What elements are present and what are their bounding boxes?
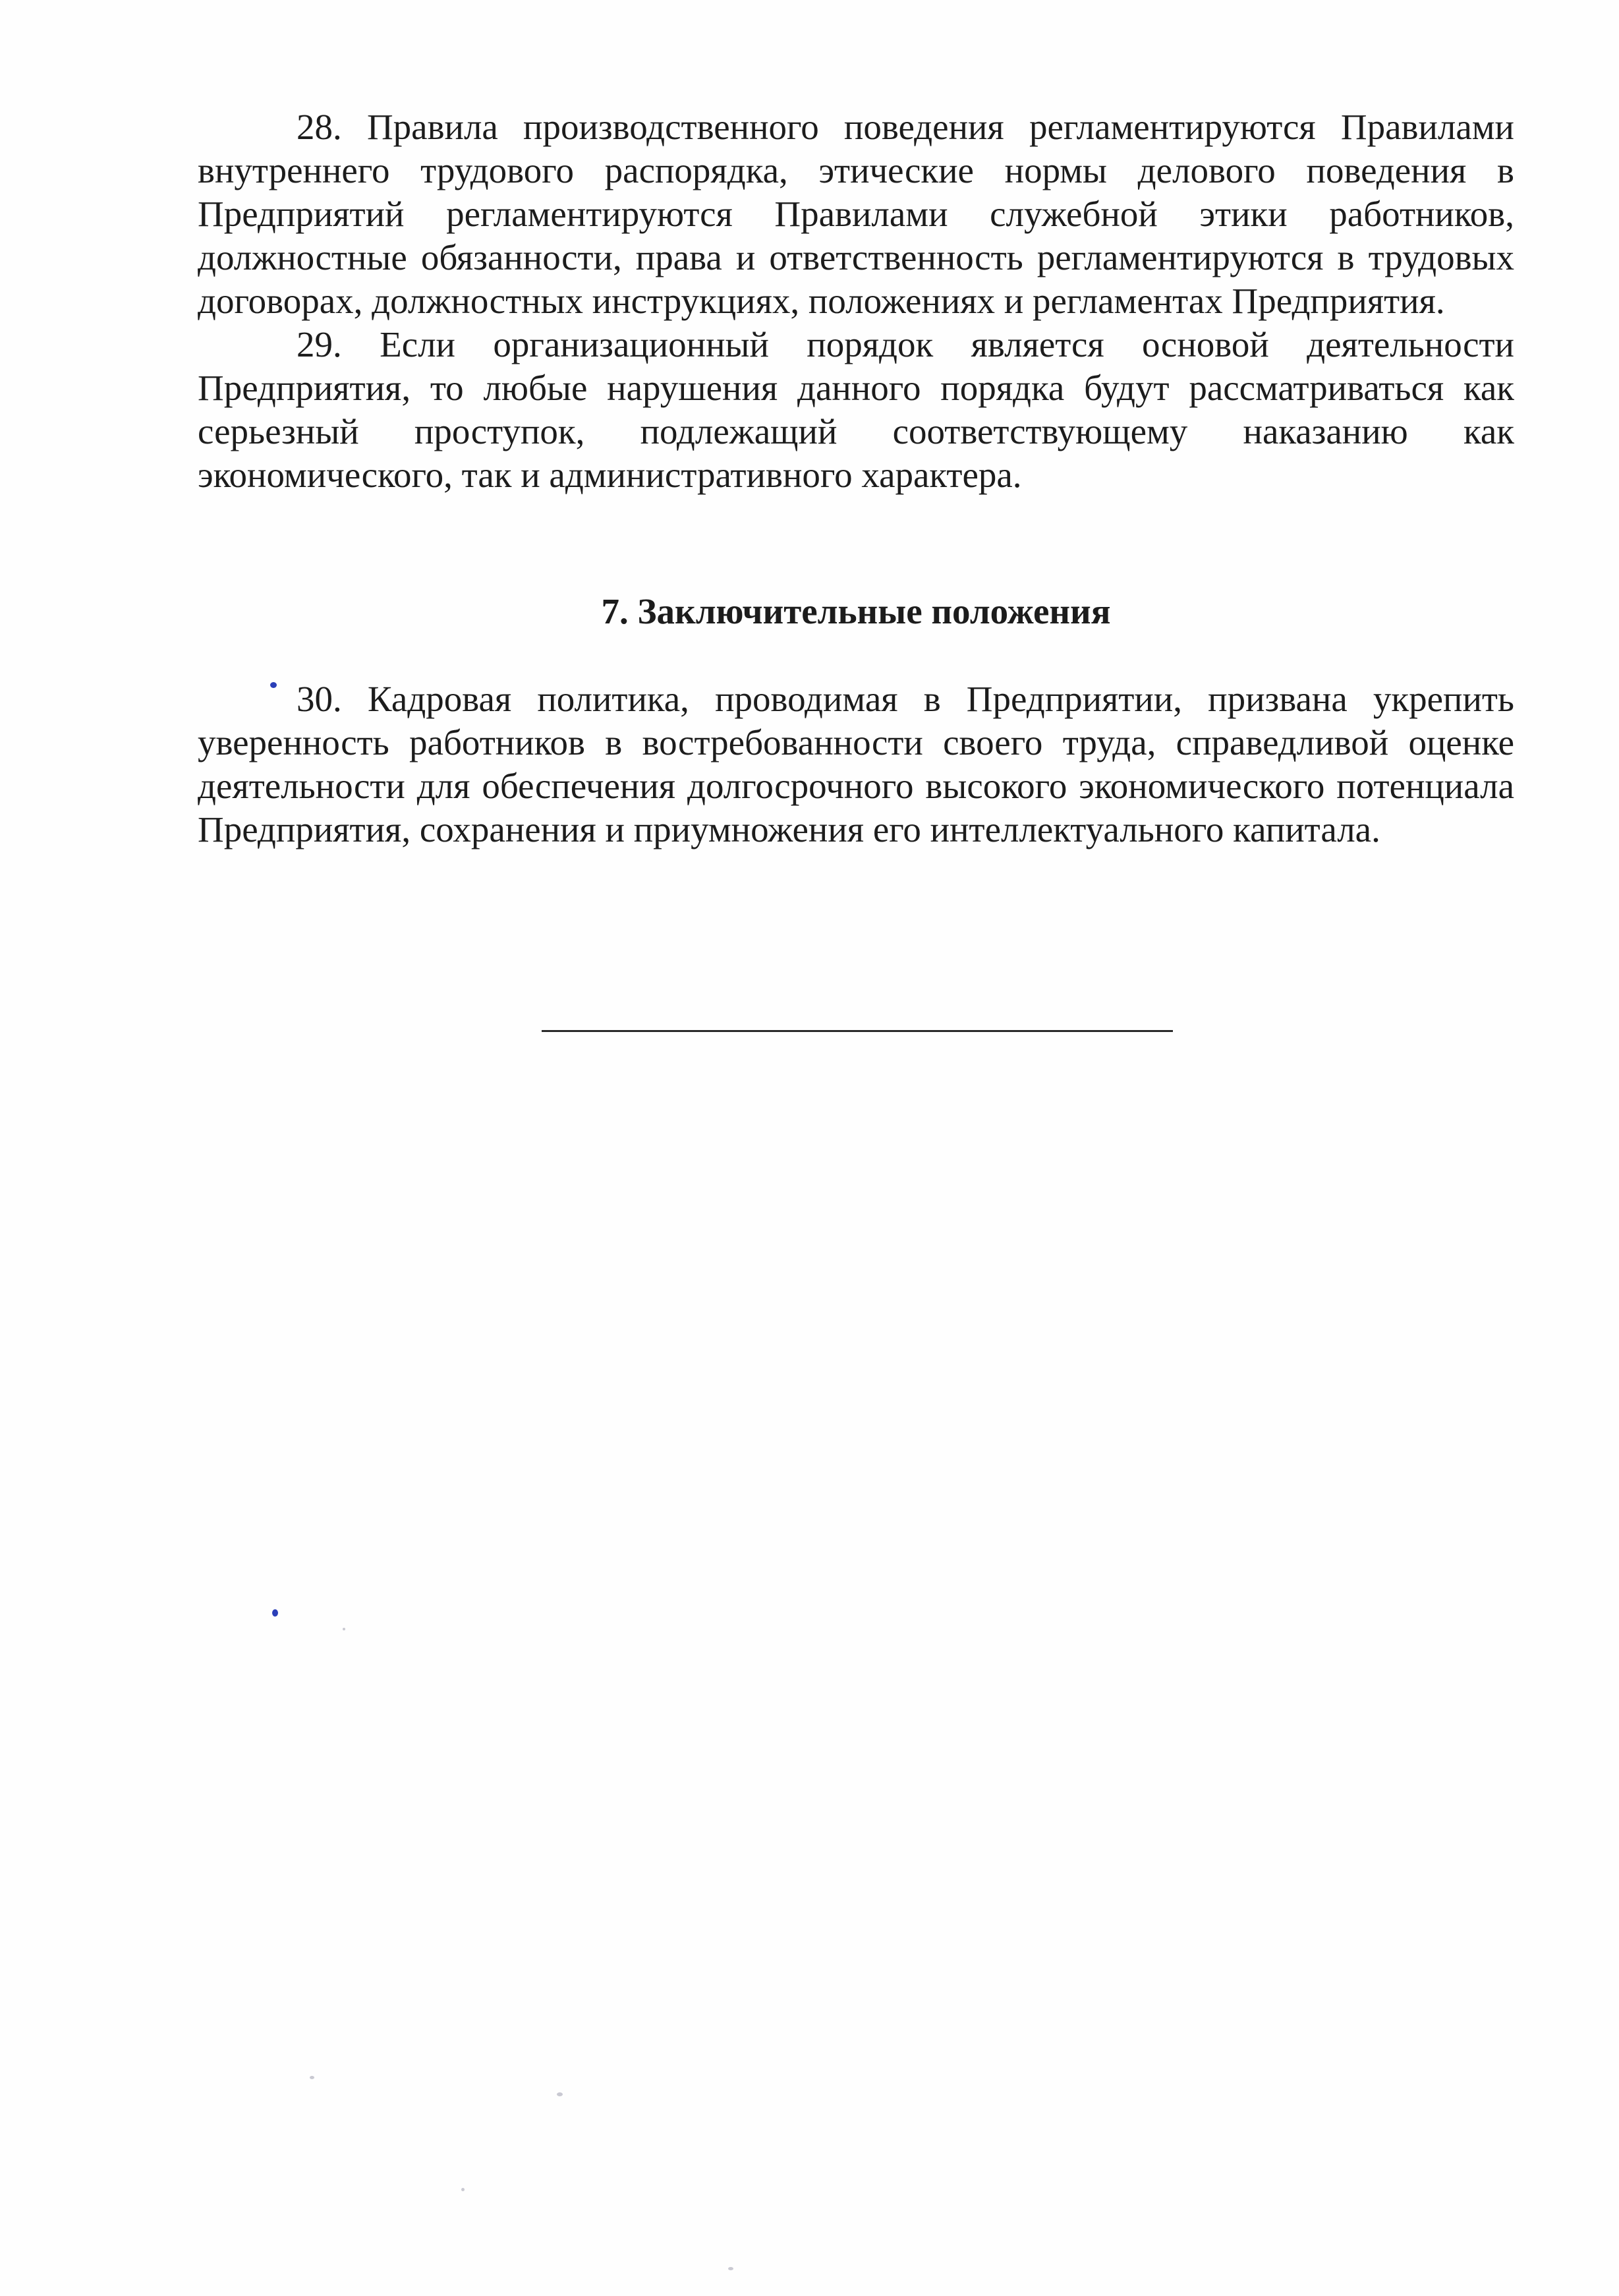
ink-dot-mark — [270, 682, 277, 688]
scan-speck — [343, 1628, 345, 1630]
paragraph-28: 28. Правила производственного поведения регламентируются Правилами внутреннего трудового распорядка, этические нормы делового поведения в Предприятий регламентируются Правилами служебной этики работников, должностные обязанности, права и ответственность регламентируются в трудовых договорах, должностных инструкциях, положениях и регламентах Предприятия. — [198, 107, 1514, 321]
scan-speck — [310, 2076, 314, 2079]
paragraph-30: 30. Кадровая политика, проводимая в Предприятии, призвана укрепить уверенность работников в востребованности своего труда, справедливой оценке деятельности для обеспечения долгосрочного высокого экономического потенциала Предприятия, сохранения и приумножения его интеллектуального капитала. — [198, 679, 1514, 849]
scan-speck — [728, 2267, 733, 2270]
body-text-before-heading — [198, 105, 1514, 497]
end-of-document-rule — [542, 1030, 1173, 1032]
scan-speck — [461, 2188, 465, 2191]
scan-speck — [557, 2092, 563, 2096]
paragraph-29: 29. Если организационный порядок является основой деятельности Предприятия, то любые нарушения данного порядка будут рассматриваться как серьезный проступок, подлежащий соответствующему наказанию как экономического, так и административного характера. — [198, 324, 1514, 495]
body-text-after-heading — [198, 677, 1514, 851]
ink-dot-mark — [272, 1609, 278, 1617]
section-heading: 7. Заключительные положения — [601, 591, 1111, 631]
